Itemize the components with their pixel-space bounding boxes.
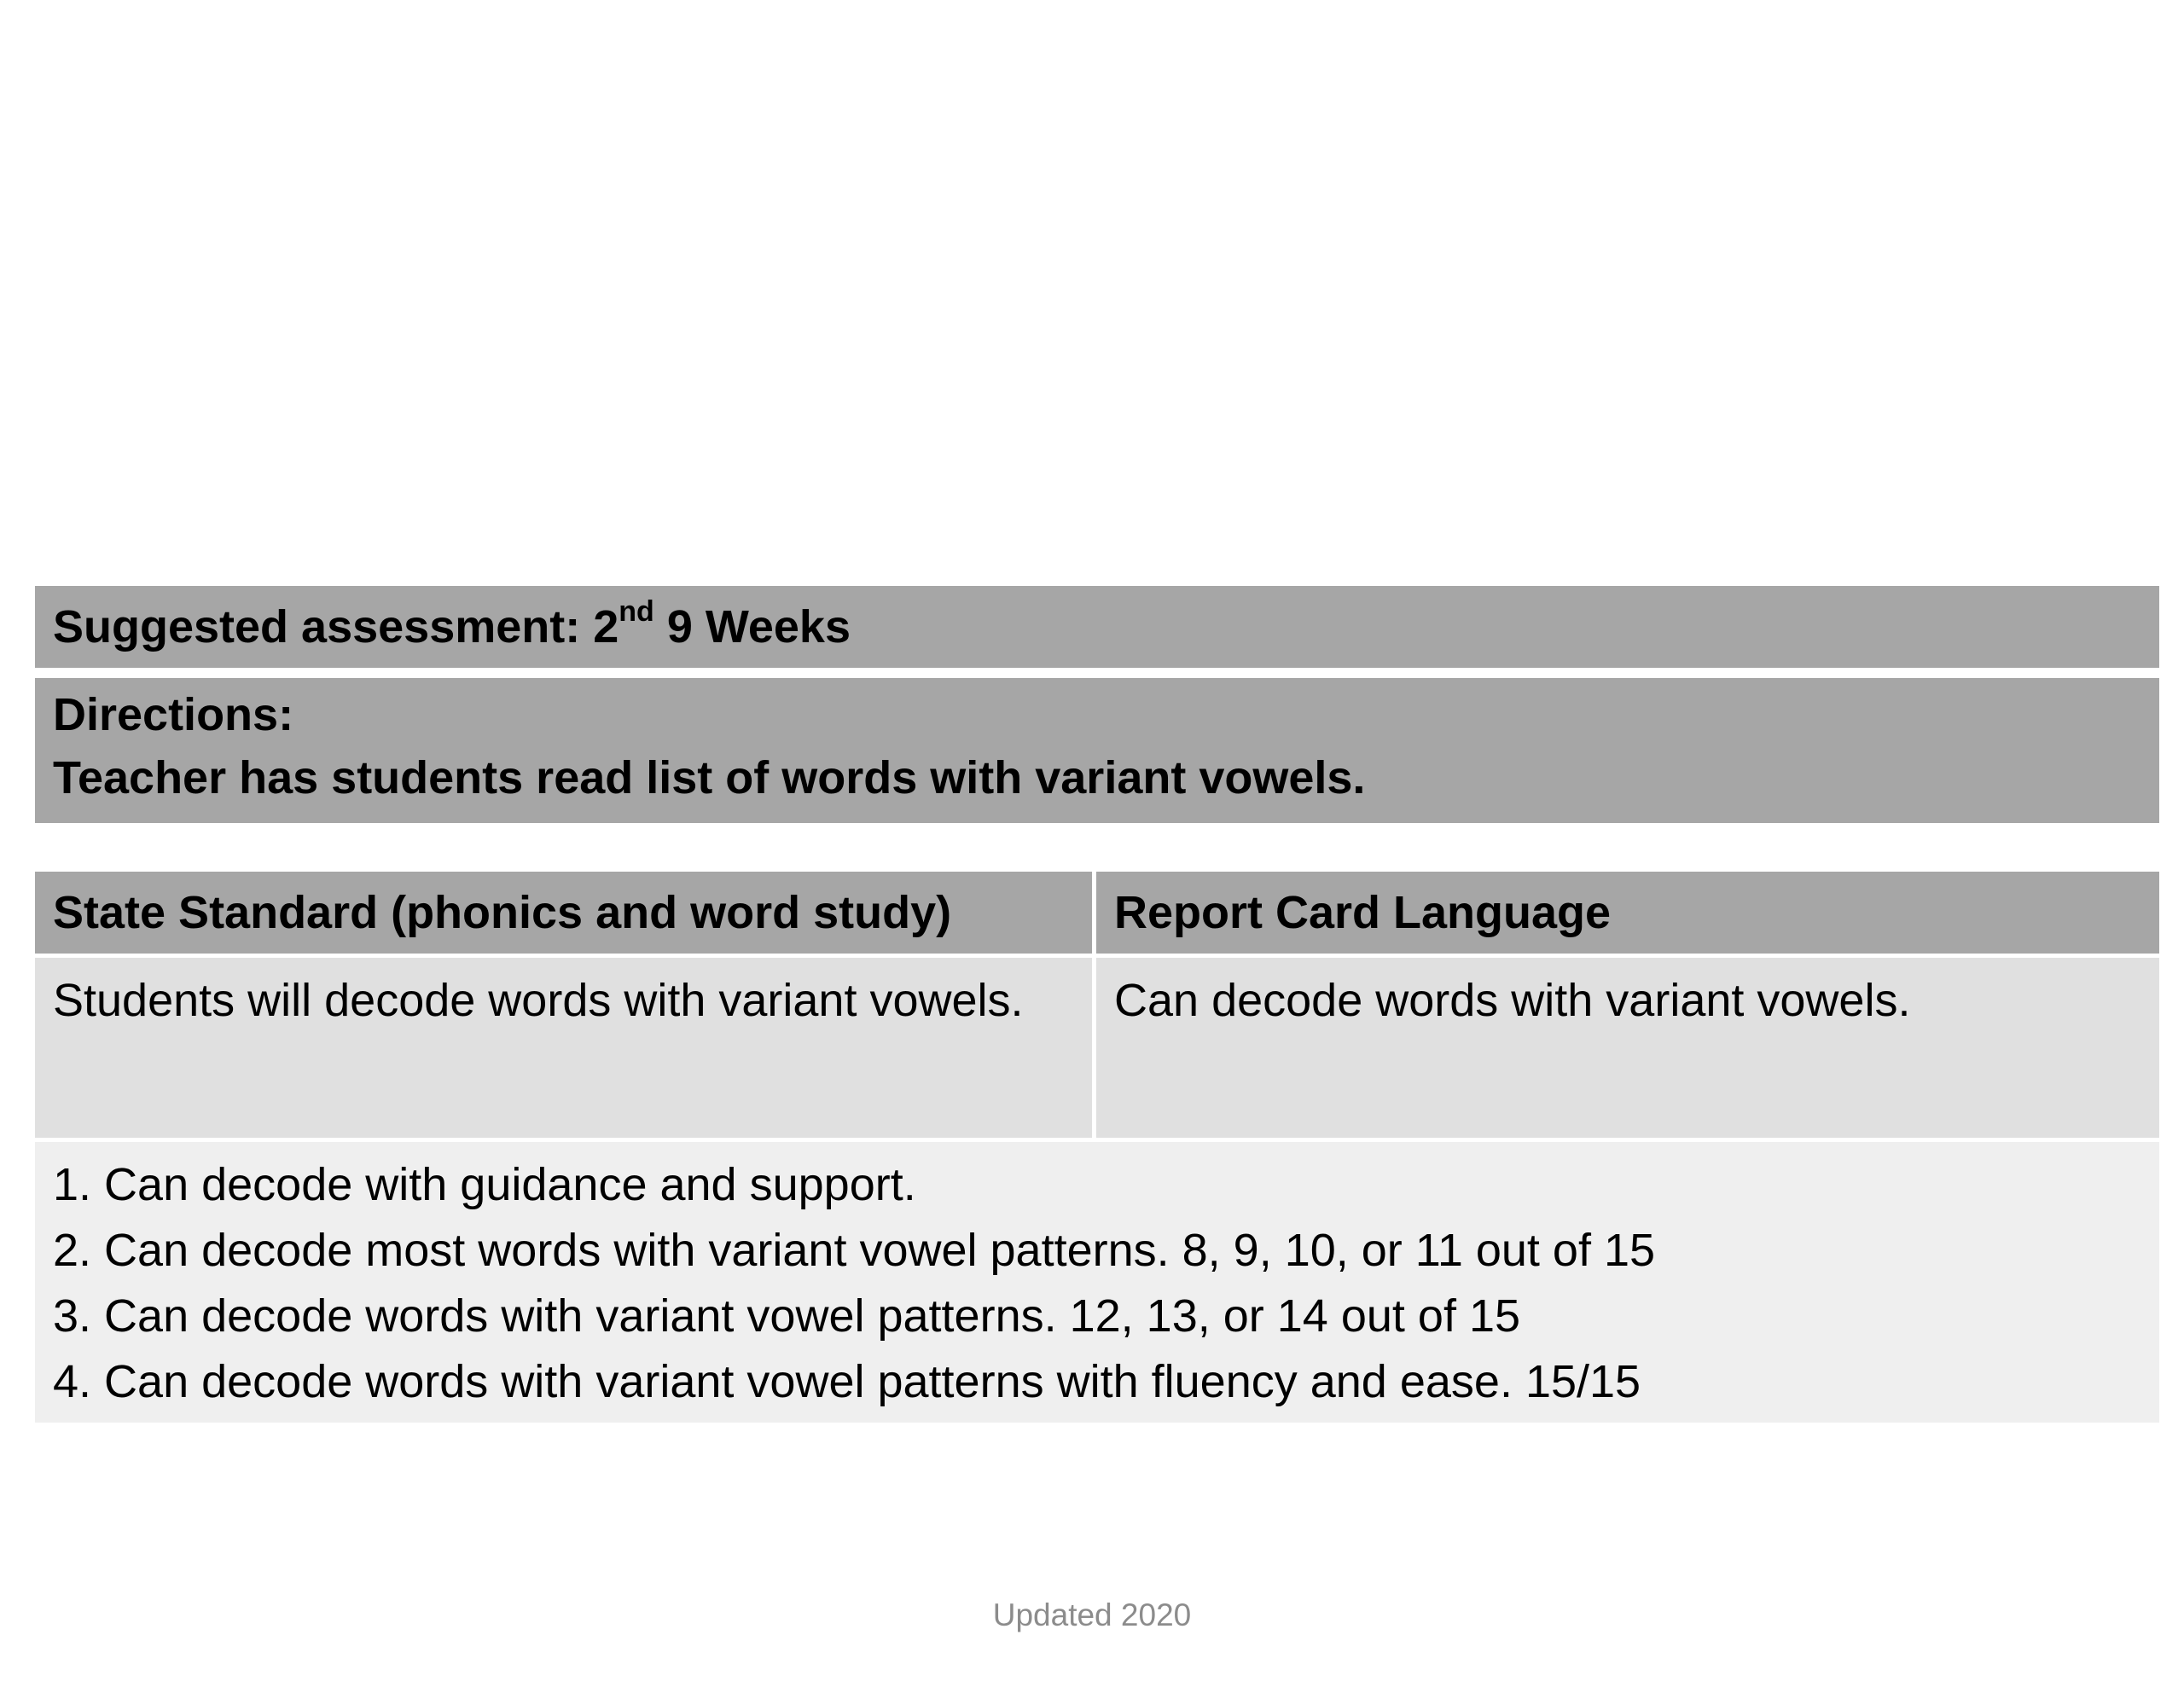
table-cell-state-standard: Students will decode words with variant vowels.	[35, 958, 1092, 1138]
scale-item-2: 2. Can decode most words with variant vowel patterns. 8, 9, 10, or 11 out of 15	[53, 1225, 1656, 1276]
directions-text: Teacher has students read list of words with variant vowels.	[53, 752, 1366, 803]
directions-block	[35, 678, 2159, 823]
directions-cell	[35, 678, 2159, 823]
scoring-scale-list	[35, 1142, 2159, 1423]
footer-updated: Updated 2020	[992, 1597, 1192, 1632]
table-cell-report-card-language: Can decode words with variant vowels.	[1096, 958, 2159, 1138]
scale-item-1: 1. Can decode with guidance and support.	[53, 1159, 916, 1210]
standards-table	[35, 872, 2159, 1407]
directions-heading: Directions:	[53, 689, 294, 740]
scale-item-3: 3. Can decode words with variant vowel patterns. 12, 13, or 14 out of 15	[53, 1290, 1521, 1342]
assessment-title	[35, 586, 2159, 668]
assessment-title-prefix: Suggested assessment: 2	[53, 601, 619, 652]
assessment-title-superscript: nd	[619, 595, 654, 628]
table-header-state-standard: State Standard (phonics and word study)	[35, 872, 1092, 954]
table-header-report-card-language: Report Card Language	[1096, 872, 2159, 954]
scale-item-4: 4. Can decode words with variant vowel patterns with fluency and ease. 15/15	[53, 1356, 1641, 1407]
assessment-title-suffix: 9 Weeks	[653, 601, 851, 652]
assessment-header	[35, 586, 2159, 668]
